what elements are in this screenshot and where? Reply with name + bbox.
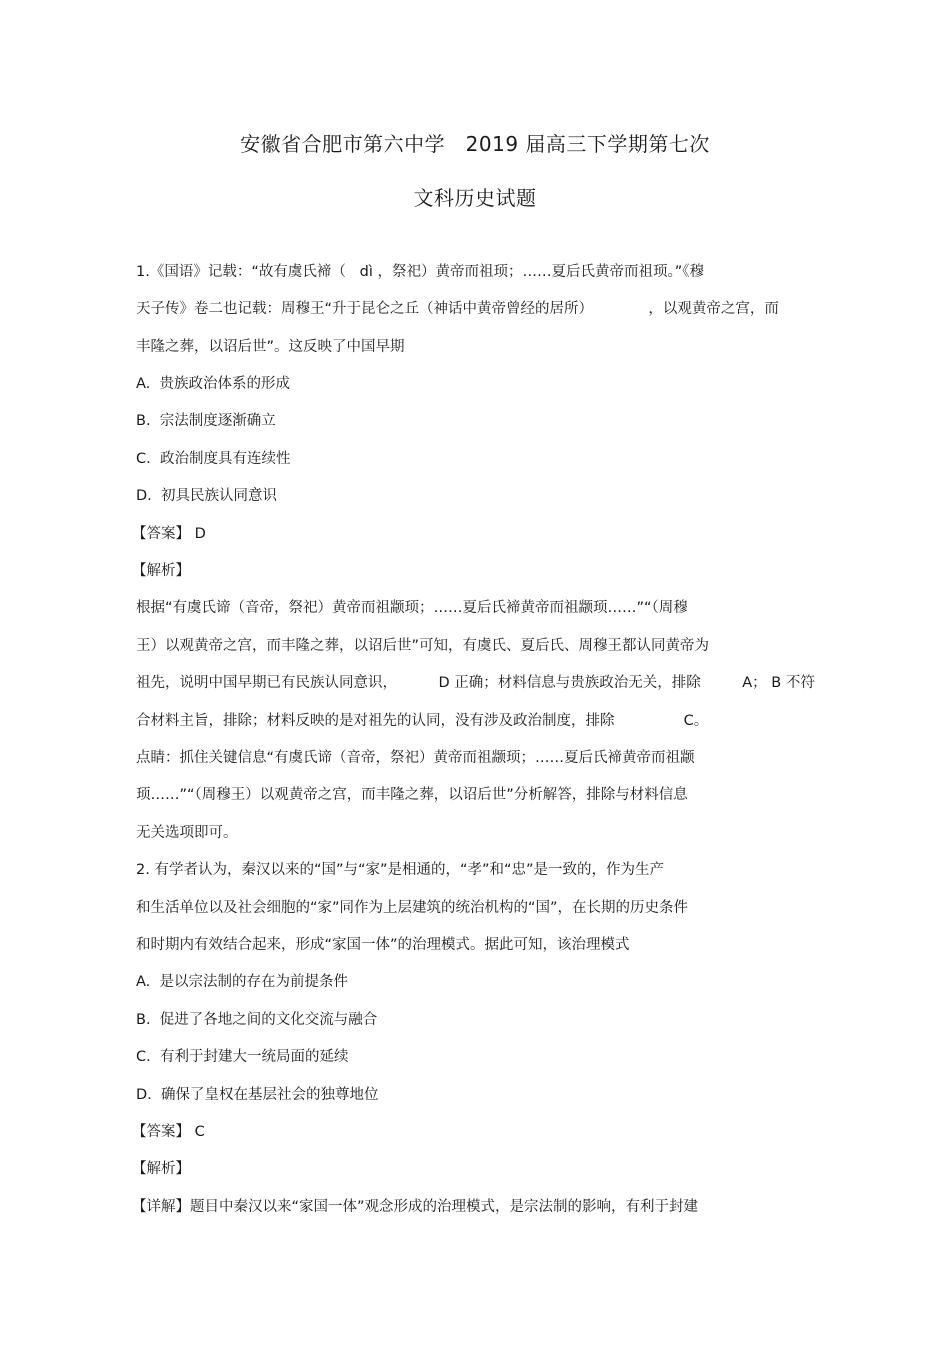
q1-analysis-line: 合材料主旨，排除；材料反映的是对祖先的认同，没有涉及政治制度，排除 C。 bbox=[136, 713, 709, 729]
document-title-line-1: 安徽省合肥市第六中学 2019 届高三下学期第七次 bbox=[240, 132, 710, 156]
document-title-line-2: 文科历史试题 bbox=[413, 186, 537, 210]
q2-option-c: C. 有利于封建大一统局面的延续 bbox=[136, 1049, 349, 1065]
q1-stem-line: 天子传》卷二也记载：周穆王“升于昆仑之丘（神话中黄帝曾经的居所） ，以观黄帝之宫，而 bbox=[136, 301, 779, 317]
q1-option-a: A. 贵族政治体系的形成 bbox=[136, 376, 290, 392]
q1-option-d: D. 初具民族认同意识 bbox=[136, 488, 277, 504]
q2-analysis-line: 【详解】题目中秦汉以来“家国一体”观念形成的治理模式，是宗法制的影响，有利于封建 bbox=[132, 1199, 699, 1215]
q2-option-d: D. 确保了皇权在基层社会的独尊地位 bbox=[136, 1087, 379, 1103]
q1-option-b: B. 宗法制度逐渐确立 bbox=[136, 413, 276, 429]
q2-stem-line: 2. 有学者认为，秦汉以来的“国”与“家”是相通的，“孝”和“忠”是一致的，作为生产 bbox=[136, 862, 665, 878]
q1-analysis-label: 【解析】 bbox=[132, 563, 190, 579]
q1-analysis-line: 王）以观黄帝之宫，而丰隆之葬，以诏后世”可知，有虞氏、夏后氏、周穆王都认同黄帝为 bbox=[136, 638, 710, 654]
q2-analysis-label: 【解析】 bbox=[132, 1161, 190, 1177]
q1-analysis-line: 点睛：抓住关键信息“有虞氏谛（音帝，祭祀）黄帝而祖颛顼；……夏后氏褅黄帝而祖颛 bbox=[136, 750, 695, 766]
q1-analysis-line: 无关选项即可。 bbox=[136, 825, 238, 841]
q2-stem-line: 和时期内有效结合起来，形成“家国一体”的治理模式。据此可知，该治理模式 bbox=[136, 937, 630, 953]
q1-option-c: C. 政治制度具有连续性 bbox=[136, 451, 291, 467]
q1-analysis-line: 根据“有虞氏谛（音帝，祭祀）黄帝而祖颛顼；……夏后氏褅黄帝而祖颛顼……”“（周穆 bbox=[136, 600, 688, 616]
q1-analysis-line: 祖先，说明中国早期已有民族认同意识， D 正确；材料信息与贵族政治无关，排除 A； B 不符 bbox=[136, 675, 815, 691]
q2-stem-line: 和生活单位以及社会细胞的“家”同作为上层建筑的统治机构的“国”，在长期的历史条件 bbox=[136, 900, 689, 916]
q2-option-b: B. 促进了各地之间的文化交流与融合 bbox=[136, 1012, 378, 1028]
q2-option-a: A. 是以宗法制的存在为前提条件 bbox=[136, 974, 348, 990]
q1-analysis-line: 顼……”“（周穆王）以观黄帝之宫，而丰隆之葬，以诏后世”分析解答，排除与材料信息 bbox=[136, 787, 688, 803]
q2-answer: 【答案】 C bbox=[132, 1124, 205, 1140]
q1-answer: 【答案】 D bbox=[132, 526, 206, 542]
q1-stem-line: 1.《国语》记载：“故有虞氏褅（ dì ，祭祀）黄帝而祖顼；……夏后氏黄帝而祖顼。”《穆 bbox=[136, 264, 705, 280]
q1-stem-line: 丰隆之葬，以诏后世”。这反映了中国早期 bbox=[136, 339, 405, 355]
